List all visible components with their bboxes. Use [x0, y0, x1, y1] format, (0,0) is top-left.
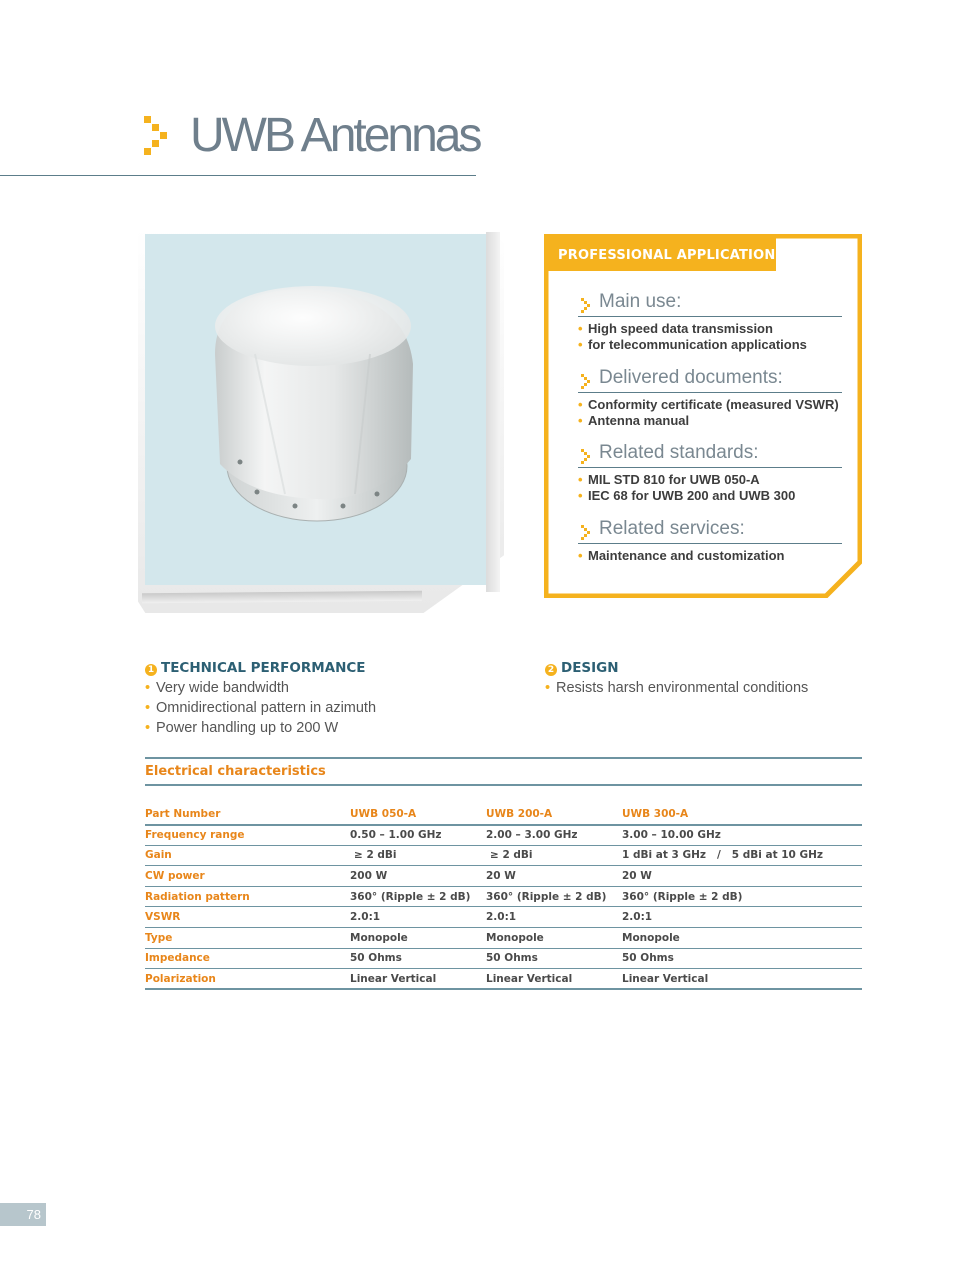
- table-row: [145, 948, 862, 969]
- cell-value: 360° (Ripple ± 2 dB): [622, 890, 743, 903]
- design-section: [545, 658, 808, 698]
- chevron-icon: [581, 525, 591, 537]
- design-heading: 2 DESIGN: [545, 658, 808, 678]
- cell-value: 50 Ohms: [486, 952, 538, 965]
- cell-value: 2.0:1: [622, 911, 653, 924]
- table-row: [145, 969, 862, 990]
- row-label: VSWR: [145, 911, 181, 924]
- list-item: • Very wide bandwidth: [145, 678, 376, 698]
- cell-value: 1 dBi at 3 GHz / 5 dBi at 10 GHz: [622, 849, 824, 862]
- cell-value: Monopole: [350, 931, 408, 944]
- technical-heading: 1 TECHNICAL PERFORMANCE: [145, 658, 376, 678]
- list-item: • Antenna manual: [578, 413, 842, 429]
- list-item: • Omnidirectional pattern in azimuth: [145, 698, 376, 718]
- pro-heading: Related services:: [578, 517, 842, 544]
- table-header-cell: UWB 300-A: [622, 807, 689, 820]
- technical-performance: [145, 658, 376, 738]
- cell-value: 2.0:1: [486, 911, 517, 924]
- pro-section-documents: [578, 366, 842, 429]
- table-row: [145, 907, 862, 928]
- row-label: Impedance: [145, 952, 210, 965]
- photo-frame-edge: [486, 232, 500, 592]
- list-item: • for telecommunication applications: [578, 337, 842, 353]
- number-badge: 2: [545, 664, 557, 676]
- number-badge: 1: [145, 664, 157, 676]
- professional-application-box: [544, 234, 862, 598]
- list-item: • High speed data transmission: [578, 321, 842, 337]
- chevron-icon: [581, 374, 591, 386]
- list-item: • IEC 68 for UWB 200 and UWB 300: [578, 488, 842, 504]
- cell-value: 360° (Ripple ± 2 dB): [486, 890, 607, 903]
- cell-value: ≥ 2 dBi: [354, 849, 397, 862]
- cell-value: Monopole: [622, 931, 680, 944]
- table-row: [145, 825, 862, 846]
- cell-value: 2.00 – 3.00 GHz: [486, 829, 578, 842]
- list-item: • Maintenance and customization: [578, 548, 842, 564]
- pro-heading: Related standards:: [578, 441, 842, 468]
- cell-value: 50 Ohms: [350, 952, 402, 965]
- spec-table: [145, 804, 862, 990]
- title-chevron-icon: [144, 112, 174, 160]
- cell-value: 20 W: [486, 870, 516, 883]
- row-label: CW power: [145, 870, 205, 883]
- page-title: UWB Antennas: [190, 109, 480, 162]
- title-rule: [0, 175, 476, 176]
- pro-tab-label: PROFESSIONAL APPLICATION: [544, 234, 776, 271]
- row-label: Radiation pattern: [145, 890, 250, 903]
- electrical-header-bar: [145, 757, 862, 786]
- cell-value: ≥ 2 dBi: [490, 849, 533, 862]
- cell-value: 2.0:1: [350, 911, 381, 924]
- cell-value: 3.00 – 10.00 GHz: [622, 829, 721, 842]
- electrical-title: Electrical characteristics: [145, 764, 326, 779]
- cell-value: 360° (Ripple ± 2 dB): [350, 890, 471, 903]
- chevron-icon: [581, 449, 591, 461]
- cell-value: Linear Vertical: [622, 972, 709, 985]
- cell-value: Linear Vertical: [350, 972, 437, 985]
- cell-value: 0.50 – 1.00 GHz: [350, 829, 442, 842]
- page-number: 78: [0, 1203, 46, 1226]
- table-row: [145, 845, 862, 866]
- list-item: • Resists harsh environmental conditions: [545, 678, 808, 698]
- table-row: [145, 886, 862, 907]
- table-header-cell: UWB 050-A: [350, 807, 417, 820]
- pro-section-main-use: [578, 290, 842, 353]
- cell-value: Monopole: [486, 931, 544, 944]
- cell-value: 50 Ohms: [622, 952, 674, 965]
- cell-value: 200 W: [350, 870, 388, 883]
- table-header-cell: UWB 200-A: [486, 807, 553, 820]
- list-item: • Conformity certificate (measured VSWR): [578, 397, 842, 413]
- cell-value: Linear Vertical: [486, 972, 573, 985]
- pro-section-services: [578, 517, 842, 564]
- row-label: Type: [145, 931, 173, 944]
- list-item: • MIL STD 810 for UWB 050-A: [578, 472, 842, 488]
- cell-value: 20 W: [622, 870, 652, 883]
- row-label: Frequency range: [145, 829, 245, 842]
- row-label: Gain: [145, 849, 172, 862]
- list-item: • Power handling up to 200 W: [145, 718, 376, 738]
- table-header-row: [145, 804, 862, 825]
- pro-heading: Main use:: [578, 290, 842, 317]
- table-header-cell: Part Number: [145, 807, 221, 820]
- row-label: Polarization: [145, 972, 216, 985]
- product-photo: [145, 234, 486, 585]
- pro-heading: Delivered documents:: [578, 366, 842, 393]
- table-row: [145, 928, 862, 949]
- antenna-image: [145, 234, 486, 585]
- pro-section-standards: [578, 441, 842, 504]
- table-row: [145, 866, 862, 887]
- chevron-icon: [581, 298, 591, 310]
